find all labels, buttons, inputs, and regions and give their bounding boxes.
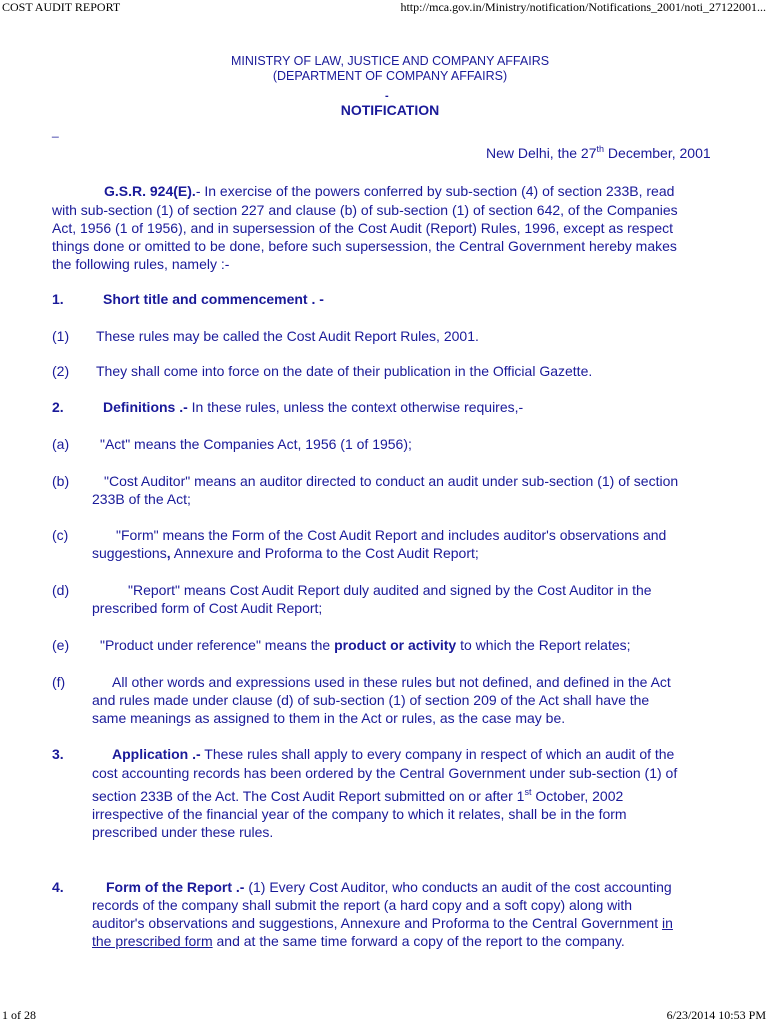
- def-e-text: to which the Report relates;: [456, 637, 631, 653]
- date-prefix: New Delhi, the 27: [486, 145, 597, 161]
- def-f-line: All other words and expressions used in these rules but not defined, and defined in the Act: [112, 674, 671, 690]
- prescribed-form-link[interactable]: in: [662, 915, 673, 931]
- section-3-line: irrespective of the financial year of the company to which it relates, shall be in the form: [92, 806, 627, 822]
- section-3-sup: st: [524, 787, 532, 797]
- def-c-number: (c): [52, 527, 69, 543]
- section-4-text: (1) Every Cost Auditor, who conducts an audit of the cost accounting: [244, 879, 672, 895]
- section-4-text: and at the same time forward a copy of the report to the company.: [212, 933, 625, 949]
- section-2-number: 2.: [52, 399, 64, 415]
- def-a-text: "Act" means the Companies Act, 1956 (1 of 1956);: [100, 436, 412, 452]
- def-f-line: same meanings as assigned to them in the Act or rules, as the case may be.: [92, 710, 566, 726]
- def-c-text: suggestions: [92, 545, 167, 561]
- print-header-title: COST AUDIT REPORT: [2, 0, 121, 14]
- section-4-line-3: [92, 914, 673, 933]
- def-d-line: "Report" means Cost Audit Report duly audited and signed by the Cost Auditor in the: [128, 582, 652, 598]
- gsr-label: G.S.R. 924(E).: [104, 183, 196, 199]
- s1-clause-2-text: They shall come into force on the date of their publication in the Official Gazette.: [96, 363, 593, 379]
- section-3-text: section 233B of the Act. The Cost Audit Report submitted on or after 1: [92, 788, 525, 804]
- def-d-line: prescribed form of Cost Audit Report;: [92, 600, 323, 616]
- section-4-text: auditor's observations and suggestions, Annexure and Proforma to the Central Government: [92, 915, 663, 931]
- section-3-text: October, 2002: [531, 788, 624, 804]
- section-3-text: These rules shall apply to every company in respect of which an audit of the: [200, 746, 675, 762]
- gsr-line: the following rules, namely :-: [52, 256, 230, 272]
- section-4-heading: Form of the Report .-: [106, 879, 245, 895]
- def-c-line-2: [92, 544, 479, 563]
- s1-clause-1-text: These rules may be called the Cost Audit Report Rules, 2001.: [96, 328, 479, 344]
- def-b-line: "Cost Auditor" means an auditor directed to conduct an audit under sub-section (1) of section: [104, 473, 679, 489]
- section-3-heading: Application .-: [112, 746, 201, 762]
- s1-clause-2-number: (2): [52, 363, 70, 379]
- def-b-number: (b): [52, 473, 70, 489]
- print-header-url[interactable]: http://mca.gov.in/Ministry/notification/Notifications_2001/noti_27122001...: [400, 0, 766, 14]
- section-4-number: 4.: [52, 879, 64, 895]
- stray-mark: _: [52, 124, 59, 138]
- gsr-line: with sub-section (1) of section 227 and clause (b) of sub-section (1) of section 642, of the Companies: [52, 202, 678, 218]
- date-suffix: December, 2001: [604, 145, 711, 161]
- section-3-line: cost accounting records has been ordered by the Central Government under sub-section (1) of: [92, 765, 678, 781]
- section-2-heading: Definitions .-: [103, 399, 188, 415]
- gsr-line: things done or omitted to be done, before such supersession, the Central Government hereby makes: [52, 238, 677, 254]
- ministry-name: MINISTRY OF LAW, JUSTICE AND COMPANY AFFAIRS: [230, 54, 550, 68]
- def-e-bold: product or activity: [334, 637, 457, 653]
- section-4-first-line: [106, 878, 672, 897]
- gsr-first-line: [104, 182, 674, 201]
- section-3-line-3: [92, 787, 623, 806]
- section-1-number: 1.: [52, 291, 64, 307]
- def-d-number: (d): [52, 582, 70, 598]
- def-c-line: "Form" means the Form of the Cost Audit Report and includes auditor's observations and: [116, 527, 667, 543]
- gsr-line: Act, 1956 (1 of 1956), and in supersession of the Cost Audit (Report) Rules, 1996, except as respect: [52, 220, 674, 236]
- section-4-line-4: [92, 932, 625, 951]
- section-2-first-line: [103, 398, 523, 417]
- def-e-number: (e): [52, 637, 70, 653]
- print-footer: [0, 1008, 768, 1022]
- print-timestamp: 6/23/2014 10:53 PM: [666, 1008, 766, 1022]
- dateline: [486, 145, 711, 161]
- section-1-heading: Short title and commencement . -: [103, 291, 324, 307]
- title-mark: -: [385, 90, 389, 102]
- def-e-line: [100, 636, 631, 655]
- def-c-comma: ,: [166, 545, 171, 561]
- date-sup: th: [596, 144, 605, 154]
- def-b-line: 233B of the Act;: [92, 491, 191, 507]
- notification-title: NOTIFICATION: [340, 102, 440, 118]
- department-name: (DEPARTMENT OF COMPANY AFFAIRS): [272, 69, 508, 83]
- gsr-lead: - In exercise of the powers conferred by sub-section (4) of section 233B, read: [195, 183, 675, 199]
- section-3-line: prescribed under these rules.: [92, 824, 274, 840]
- def-a-number: (a): [52, 436, 70, 452]
- def-e-text: "Product under reference" means the: [100, 637, 335, 653]
- def-f-number: (f): [52, 674, 66, 690]
- section-4-line: records of the company shall submit the report (a hard copy and a soft copy) along with: [92, 897, 633, 913]
- s1-clause-1-number: (1): [52, 328, 70, 344]
- section-2-lead: In these rules, unless the context otherwise requires,-: [187, 399, 524, 415]
- section-3-number: 3.: [52, 746, 64, 762]
- prescribed-form-link[interactable]: the prescribed form: [92, 933, 213, 949]
- def-f-line: and rules made under clause (d) of sub-section (1) of section 209 of the Act shall have the: [92, 692, 650, 708]
- section-3-first-line: [112, 745, 674, 764]
- def-c-text: Annexure and Proforma to the Cost Audit Report;: [170, 545, 479, 561]
- page-counter: 1 of 28: [2, 1008, 36, 1022]
